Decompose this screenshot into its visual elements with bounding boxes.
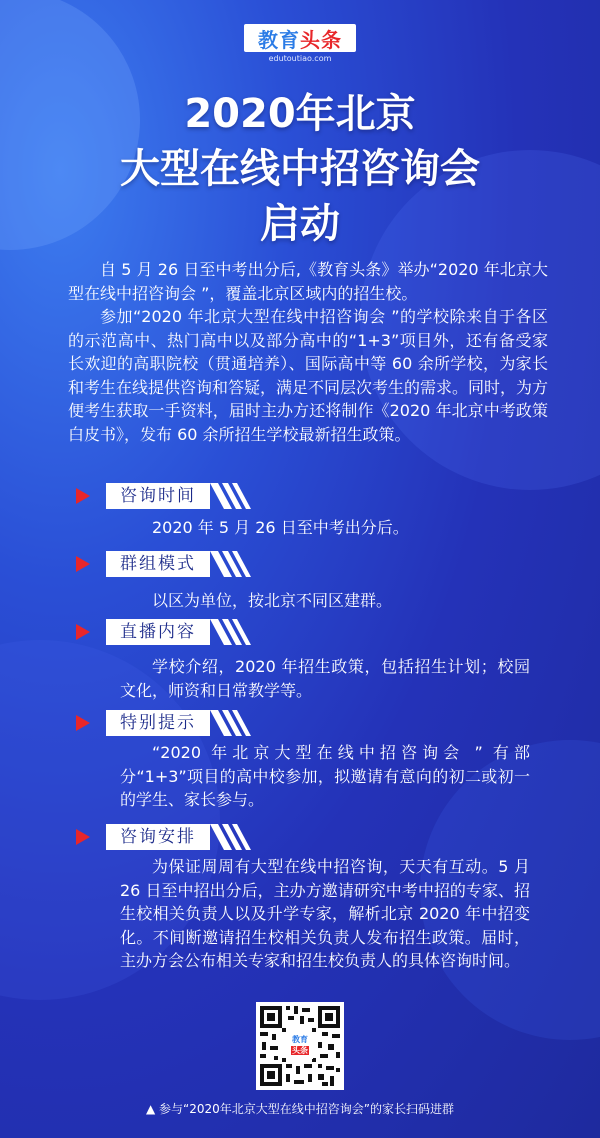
- qr-center-label-1: 教育: [292, 1035, 308, 1044]
- section-header-time: [76, 483, 276, 509]
- stripes-decoration-icon: [210, 483, 254, 509]
- page-title-line3: 启动: [260, 201, 340, 247]
- stripes-decoration-icon: [210, 824, 254, 850]
- section-label: 咨询安排: [106, 824, 210, 850]
- section-header-group: [76, 551, 276, 577]
- section-header-live: [76, 619, 276, 645]
- qr-code[interactable]: [256, 1002, 344, 1090]
- stripes-decoration-icon: [210, 710, 254, 736]
- logo-text-part2: 头条: [300, 27, 342, 52]
- logo-url: edutoutiao.com: [268, 54, 332, 63]
- brand-logo: [244, 24, 356, 64]
- qr-center-label-2: 头条: [292, 1046, 308, 1055]
- red-arrow-icon: [76, 829, 90, 845]
- section-text-group: 以区为单位，按北京不同区建群。: [152, 591, 393, 610]
- section-label: 直播内容: [106, 619, 210, 645]
- red-arrow-icon: [76, 715, 90, 731]
- page-title-line2: 大型在线中招咨询会: [120, 146, 480, 192]
- section-text-schedule: 为保证周周有大型在线中招咨询，天天有互动。5 月 26 日至中招出分后，主办方邀请研究中考中招的专家、招生校相关负责人以及升学专家，解析北京 2020 年中招变化。不间断邀请招生校相关负责人发布招生政策。届时，主办方会公布相关专家和招生校负责人的具体咨询时间。: [120, 857, 530, 970]
- red-arrow-icon: [76, 488, 90, 504]
- section-label: 群组模式: [106, 551, 210, 577]
- logo-text-part1: 教育: [258, 27, 300, 52]
- stripes-decoration-icon: [210, 551, 254, 577]
- section-text-time: 2020 年 5 月 26 日至中考出分后。: [152, 518, 409, 537]
- intro-paragraph-1: 自 5 月 26 日至中考出分后,《教育头条》举办“2020 年北京大型在线中招咨询会 ”，覆盖北京区域内的招生校。: [68, 260, 548, 303]
- intro-paragraph-2: 参加“2020 年北京大型在线中招咨询会 ”的学校除来自于各区的示范高中、热门高中以及部分高中的“1+3”项目外，还有备受家长欢迎的高职院校（贯通培养）、国际高中等 60 余所学校，为家长和考生在线提供咨询和答疑，满足不同层次考生的需求。同时，为方便考生获取一手资料，届时主办方还将制作《2020 年北京中考政策白皮书》，发布 60 余所招生学校最新招生政策。: [68, 307, 549, 444]
- page-title-line1: 2020年北京: [184, 91, 416, 137]
- section-text-notice: “2020 年北京大型在线中招咨询会 ” 有部分“1+3”项目的高中校参加，拟邀请有意向的初二或初一的学生、家长参与。: [120, 743, 530, 809]
- stripes-decoration-icon: [210, 619, 254, 645]
- red-arrow-icon: [76, 556, 90, 572]
- red-arrow-icon: [76, 624, 90, 640]
- qr-center-logo: [288, 1034, 312, 1058]
- qr-caption: ▲ 参与“2020年北京大型在线中招咨询会”的家长扫码进群: [145, 1102, 455, 1116]
- section-label: 特别提示: [106, 710, 210, 736]
- section-header-notice: [76, 710, 276, 736]
- logo-box: [244, 24, 356, 52]
- section-text-live: 学校介绍，2020 年招生政策，包括招生计划；校园文化，师资和日常教学等。: [120, 657, 530, 700]
- section-header-schedule: [76, 824, 276, 850]
- section-label: 咨询时间: [106, 483, 210, 509]
